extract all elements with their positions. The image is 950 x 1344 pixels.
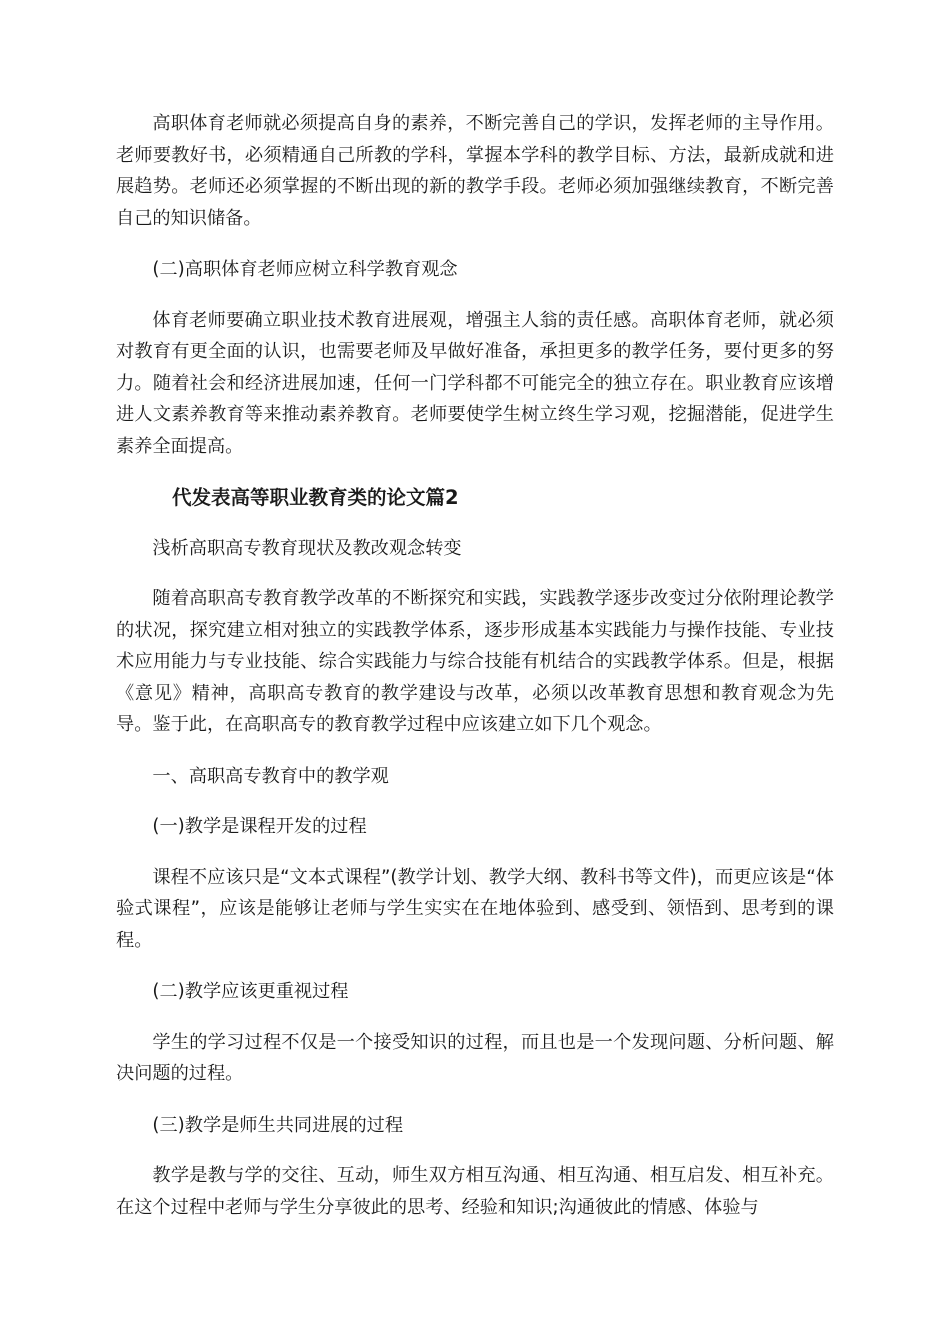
subheading-course-development: (一)教学是课程开发的过程 [152,816,367,837]
section-title: 代发表高等职业教育类的论文篇2 [172,486,459,509]
paragraph-learning-process: 学生的学习过程不仅是一个接受知识的过程，而且也是一个发现问题、分析问题、解决问题的过程。 [116,1031,834,1084]
paragraph-interaction: 教学是教与学的交往、互动，师生双方相互沟通、相互沟通、相互启发、相互补充。在这个过程中老师与学生分享彼此的思考、经验和知识;沟通彼此的情感、体验与 [116,1165,834,1218]
paragraph-course: 课程不应该只是“文本式课程”(教学计划、教学大纲、教科书等文件)，而更应该是“体验式课程”，应该是能够让老师与学生实实在在地体验到、感受到、领悟到、思考到的课程。 [116,866,834,951]
subheading-co-development: (三)教学是师生共同进展的过程 [152,1114,404,1136]
paragraph-teacher-quality: 高职体育老师就必须提高自身的素养，不断完善自己的学识，发挥老师的主导作用。老师要教好书，必须精通自己所教的学科，掌握本学科的教学目标、方法，最新成就和进展趋势。老师还必须掌握的不断出现的新的教学手段。老师必须加强继续教育，不断完善自己的知识储备。 [116,113,834,229]
paragraph-career-education: 体育老师要确立职业技术教育进展观，增强主人翁的责任感。高职体育老师，就必须对教育有更全面的认识，也需要老师及早做好准备，承担更多的教学任务，要付更多的努力。随着社会和经济进展加速，任何一门学科都不可能完全的独立存在。职业教育应该增进人文素养教育等来推动素养教育。老师要使学生树立终生学习观，挖掘潜能，促进学生素养全面提高。 [116,309,834,457]
paragraph-practice-teaching: 随着高职高专教育教学改革的不断探究和实践，实践教学逐步改变过分依附理论教学的状况，探究建立相对独立的实践教学体系，逐步形成基本实践能力与操作技能、专业技术应用能力与专业技能、综合实践能力与综合技能有机结合的实践教学体系。但是，根据《意见》精神，高职高专教育的教学建设与改革，必须以改革教育思想和教育观念为先导。鉴于此，在高职高专的教育教学过程中应该建立如下几个观念。 [116,588,834,735]
article-subtitle: 浅析高职高专教育现状及教改观念转变 [152,537,462,559]
subheading-scientific-concept: (二)高职体育老师应树立科学教育观念 [152,259,458,280]
subheading-teaching-view: 一、高职高专教育中的教学观 [152,765,389,787]
subheading-process: (二)教学应该更重视过程 [152,981,349,1002]
document-page [116,108,834,1243]
